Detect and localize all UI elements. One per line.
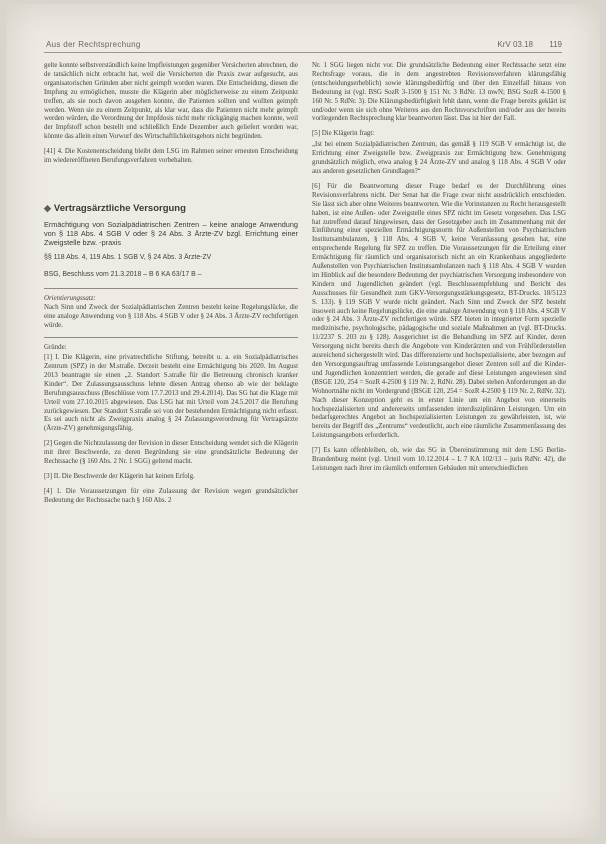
court-citation: BSG, Beschluss vom 21.3.2018 – B 6 KA 63/17 B –: [44, 270, 202, 278]
running-header: [44, 38, 562, 53]
divider: [44, 337, 298, 338]
section-heading: [44, 204, 298, 214]
journal-issue: KrV 03.18: [497, 40, 533, 49]
paragraph-5-intro: [5] Die Klägerin fragt:: [312, 130, 375, 138]
reasons-label: Gründe:: [44, 344, 67, 352]
paragraph-4: [4] 1. Die Voraussetzungen für eine Zulassung der Revision wegen grundsätzlicher Bedeutung der Rechtssache nach § 160 Abs. 2: [44, 487, 298, 504]
right-column: [312, 62, 566, 474]
right-continuation: Nr. 1 SGG liegen nicht vor. Die grundsätzliche Bedeutung einer Rechtssache setzt eine Rechtsfrage voraus, die in dem angestrebten Revisionsverfahren klärungsfähig (entscheidungserheblich) sowie klärungsbedürftig und über den Einzelfall hinaus von Bedeutung ist (vgl. BSG SozR 3-1500 § 151 Nr. 3 RdNr. 13 mwN; BSG SozR 4-1500 § 160 Nr. 5 RdNr. 3). Die Klärungsbedürftigkeit fehlt dann, wenn die Frage bereits geklärt ist und/oder wenn sie sich ohne Weiteres aus den Rechtsvorschriften und/oder aus der bereits vorliegenden Rechtsprechung klar beantworten lässt. Das ist hier der Fall.: [312, 62, 566, 123]
document-page: [6, 4, 600, 838]
paragraph-7: [7] Es kann offenbleiben, ob, wie das SG in Übereinstimmung mit dem LSG Berlin-Brandenburg meint (vgl. Urteil vom 10.12.2014 – L 7 KA 102/13 – juris RdNr. 42), die Leistungen nach ihrer im räumlich entfernten Gebäuden mit unterschiedlichen: [312, 447, 566, 472]
paragraph-41: [41] 4. Die Kostenentscheidung bleibt dem LSG im Rahmen seiner erneuten Entscheidung im wiedereröffneten Berufungsverfahren vorbehalten.: [44, 148, 298, 165]
left-continuation: gelte konnte selbstverständlich keine Impfleistungen gegenüber Versicherten abrechnen, die de tatsächlich nicht erbracht hat, weil die Versicherten die Praxis zwar aufgesucht, aus organisatorischen Gründen aber nicht geimpft worden waren. Die Entscheidung, diesen die Impfung zu ermöglichen, musste die Klägerin aber möglicherweise zu einem Zeitpunkt treffen, als sie noch davon ausgehen konnte, die Patienten sollten und wollten geimpft werden. Wenn sie zu einem Zeitpunkt, als klar war, dass die Patienten nicht mehr geimpft werden würden, die Verordnung der Impfdosis nicht mehr rückgängig machen konnte, weil der Impfstoff schon bestellt und schließlich Ende Dezember auch geliefert worden war, könnte das allein einen Vorwurf des Wirtschaftlichkeitsgebots nicht begründen.: [44, 62, 298, 141]
paragraph-6: [6] Für die Beantwortung dieser Frage bedarf es der Durchführung eines Revisionsverfahrens nicht. Der Senat hat die Frage zwar nicht ausdrücklich entschieden. Sie lässt sich aber ohne Weiteres beantworten. Wie die Vorinstanzen zu Recht herausgestellt haben, ist eine Außen- oder Zweigstelle eines SPZ nicht im Gesetz vorgesehen. Das LSG hat zutreffend darauf hingewiesen, dass der Gesetzgeber auch im Zusammenhang mit der Einführung einer speziellen Ermächtigungsnorm für Außenstellen von Psychiatrischen Institutsambulanzen, § 118 Abs. 4 SGB V, keine Veranlassung gesehen hat, eine entsprechende Regelung für SPZ zu treffen. Die Voraussetzungen für die Erteilung einer Ermächtigung für räumlich und organisatorisch nicht an ein Krankenhaus angegliederte Außenstellen von Psychiatrischen Institutsambulanzen nach § 118 Abs. 4 SGB V wurden im Hinblick auf die besondere Bedeutung der psychiatrischen Versorgung insbesondere von Kindern und Jugendlichen geändert (vgl. Beschlussempfehlung und Bericht des Ausschusses für Gesundheit zum GKV-Versorgungsstärkungsgesetz, BT-Drucks. 18/5123 S. 133). § 119 SGB V wurde nicht geändert. Nach Sinn und Zweck der SPZ besteht insoweit auch keine Regelungslücke, die eine analoge Anwendung von § 118 Abs. 4 SGB V oder § 24 Abs. 3 Ärzte-ZV rechtfertigen würde. SPZ bieten in integrierter Form spezielle medizinische, psychologische, pädagogische und soziale Maßnahmen an (vgl. BT-Drucks. 11/2237 S. 203 zu § 128). Ausgerichtet ist die Behandlung im SPZ auf Kinder, deren Versorgung nicht bereits durch die Angebote von Kinderärzten und von Frühförderstellen ausreichend sichergestellt wird. Das differenzierte und hochspezialisierte, aber bezogen auf den Versorgungsauftrag umfassende Leistungsangebot dieser Zentren soll auf die Kinder- und Jugendlichen konzentriert werden, die gerade auf diese Leistungen angewiesen sind (BSGE 120, 254 = SozR 4-2500 § 119 Nr. 2, RdNr. 28). Dabei stehen Anforderungen an die Wohnortnähe nicht im Vordergrund (BSGE 120, 254 = SozR 4-2500 § 119 Nr. 2, RdNr. 32). Nach dieser Konzeption geht es in erster Linie um ein Angebot von einerseits hochspezialisierten und andererseits umfassenden interdisziplinären Leistungen. Um ein bedarfsgerechtes Angebot an hochspezialisierten Leistungen zu gewährleisten, ist, wie bereits der Begriff des „Zentrums“ verdeutlicht, auch eine räumliche Zusammenfassung des Leistungsangebots erforderlich.: [312, 182, 566, 440]
paragraph-5-quote: „Ist bei einem Sozialpädiatrischen Zentrum, das gemäß § 119 SGB V ermächtigt ist, die Errichtung einer Zweigstelle bzw. Zweigpraxis zur Ermächtigung bzw. Genehmigung grundsätzlich möglich, etwa analog § 24 Ärzte-ZV und analog § 118 Abs. 4 SGB V oder aus anderen gesetzlichen Grundlagen?“: [312, 141, 566, 175]
paragraph-2: [2] Gegen die Nichtzulassung der Revision in dieser Entscheidung wendet sich die Klägerin mit ihrer Beschwerde, zu deren Begründung sie eine grundsätzliche Bedeutung der Rechtssache (§ 160 Abs. 2 Nr. 1 SGG) geltend macht.: [44, 440, 298, 466]
orientation-text: Nach Sinn und Zweck der Sozialpädiatrischen Zentren besteht keine Regelungslücke, die eine analoge Anwendung von § 118 Abs. 4 SGB V oder § 24 Abs. 3 Ärzte-ZV rechtfertigen würde.: [44, 304, 298, 330]
orientation-label: Orientierungssatz:: [44, 294, 96, 302]
diamond-icon: ◆: [44, 202, 51, 213]
cited-norms: §§ 118 Abs. 4, 119 Abs. 1 SGB V, § 24 Abs. 3 Ärzte-ZV: [44, 253, 212, 261]
page-number: 119: [549, 40, 562, 49]
left-column: [44, 62, 298, 506]
header-section: Aus der Rechtsprechung: [46, 40, 141, 49]
header-journal-info: [483, 40, 562, 49]
paragraph-3: [3] II. Die Beschwerde der Klägerin hat keinen Erfolg.: [44, 472, 195, 480]
divider: [44, 288, 298, 289]
paragraph-1: [1] I. Die Klägerin, eine privatrechtliche Stiftung, betreibt u. a. ein Sozialpädiatrisches Zentrum (SPZ) in der M.straße. Derzeit besteht eine Ermächtigung bis 2020. Im August 2013 beantragte sie einen „2. Standort S.straße für die Betreuung chronisch kranker Kinder“. Der Zulassungsausschuss lehnte diesen Antrag ebenso ab wie der beklagte Berufungsausschuss (Beschlüsse vom 17.7.2013 und 29.4.2014). Das SG hat die Klage mit Urteil vom 27.10.2015 abgewiesen. Das LSG hat mit Urteil vom 24.5.2017 die Berufung zurückgewiesen. Der Standort S.straße sei von der bestehenden Ermächtigung nicht erfasst. Es sei auch nicht als Zweigpraxis analog § 24 Zulassungsverordnung für Vertragsärzte (Ärzte-ZV) genehmigungsfähig.: [44, 354, 298, 433]
decision-subheading: Ermächtigung von Sozialpädiatrischen Zentren – keine analoge Anwendung von § 118 Abs. 4 SGB V oder § 24 Abs. 3 Ärzte-ZV bzgl. Errichtung einer Zweigstelle bzw. -praxis: [44, 219, 298, 248]
section-title: Vertragsärztliche Versorgung: [53, 202, 186, 214]
